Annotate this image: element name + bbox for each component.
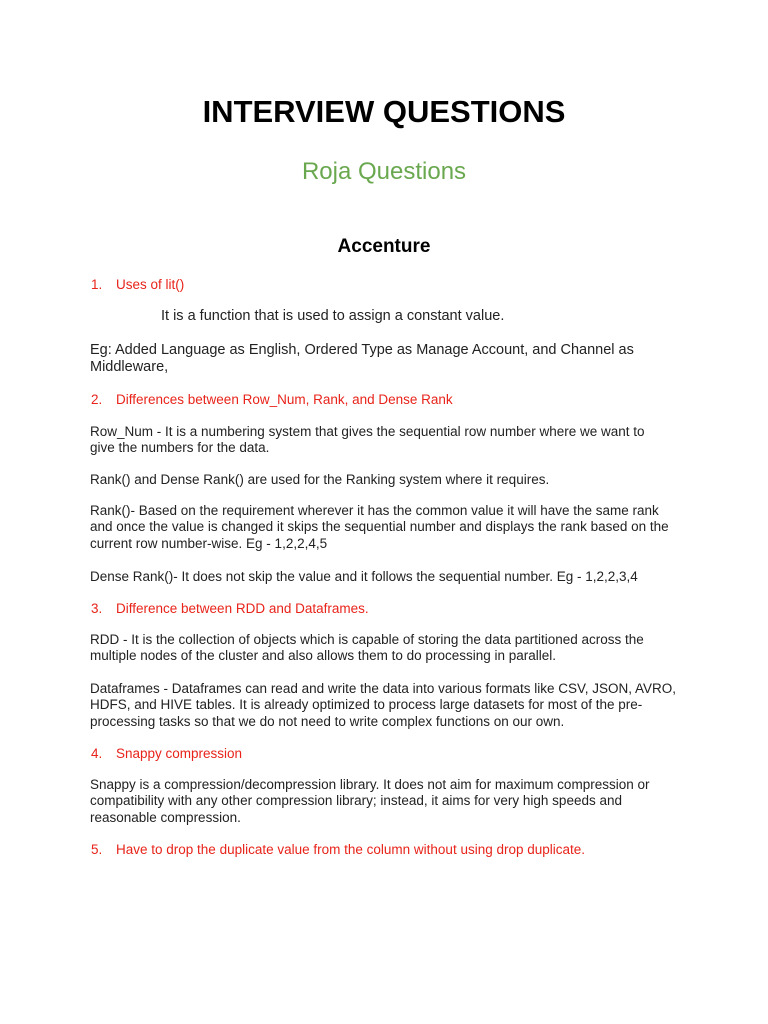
question-2 xyxy=(91,391,453,408)
question-3 xyxy=(91,600,369,617)
question-1-text: Uses of lit() xyxy=(116,277,185,292)
answer-rdd: RDD - It is the collection of objects which is capable of storing the data partitioned across the multiple nodes of the cluster and also allows them to do processing in parallel. xyxy=(90,632,644,664)
answer-lit-example: Eg: Added Language as English, Ordered Type as Manage Account, and Channel as Middleware, xyxy=(90,342,634,375)
question-4 xyxy=(91,745,242,762)
answer-row-num: Row_Num - It is a numbering system that gives the sequential row number where we want to give the numbers for the data. xyxy=(90,424,645,456)
answer-dense-rank: Dense Rank()- It does not skip the value and it follows the sequential number. Eg - 1,2,2,3,4 xyxy=(90,569,638,584)
question-1-number: 1. xyxy=(91,277,103,292)
answer-rank: Rank()- Based on the requirement wherever it has the common value it will have the same rank and once the value is changed it skips the sequential number and displays the rank based on the current row number-wise. Eg - 1,2,2,4,5 xyxy=(90,503,669,551)
document-subtitle: Roja Questions xyxy=(301,158,467,185)
question-5 xyxy=(91,841,585,858)
question-2-text: Differences between Row_Num, Rank, and Dense Rank xyxy=(116,392,453,407)
question-4-number: 4. xyxy=(91,746,103,761)
question-1 xyxy=(91,276,184,293)
document-title: INTERVIEW QUESTIONS xyxy=(202,94,566,129)
question-2-number: 2. xyxy=(91,392,103,407)
question-5-number: 5. xyxy=(91,842,103,857)
question-3-number: 3. xyxy=(91,601,103,616)
answer-dataframes: Dataframes - Dataframes can read and write the data into various formats like CSV, JSON, AVRO, HDFS, and HIVE tables. It is already optimized to process large datasets for most of the pre-processing tasks so that we do not need to write complex functions on our own. xyxy=(90,681,676,729)
question-3-text: Difference between RDD and Dataframes. xyxy=(116,601,369,616)
question-5-text: Have to drop the duplicate value from the column without using drop duplicate. xyxy=(116,842,586,857)
company-heading: Accenture xyxy=(337,236,431,257)
answer-rank-intro: Rank() and Dense Rank() are used for the Ranking system where it requires. xyxy=(90,472,550,487)
answer-lit-definition: It is a function that is used to assign a constant value. xyxy=(161,308,505,324)
answer-snappy: Snappy is a compression/decompression library. It does not aim for maximum compression or compatibility with any other compression library; instead, it aims for very high speeds and reasonable compression. xyxy=(90,777,650,825)
question-4-text: Snappy compression xyxy=(116,746,243,761)
